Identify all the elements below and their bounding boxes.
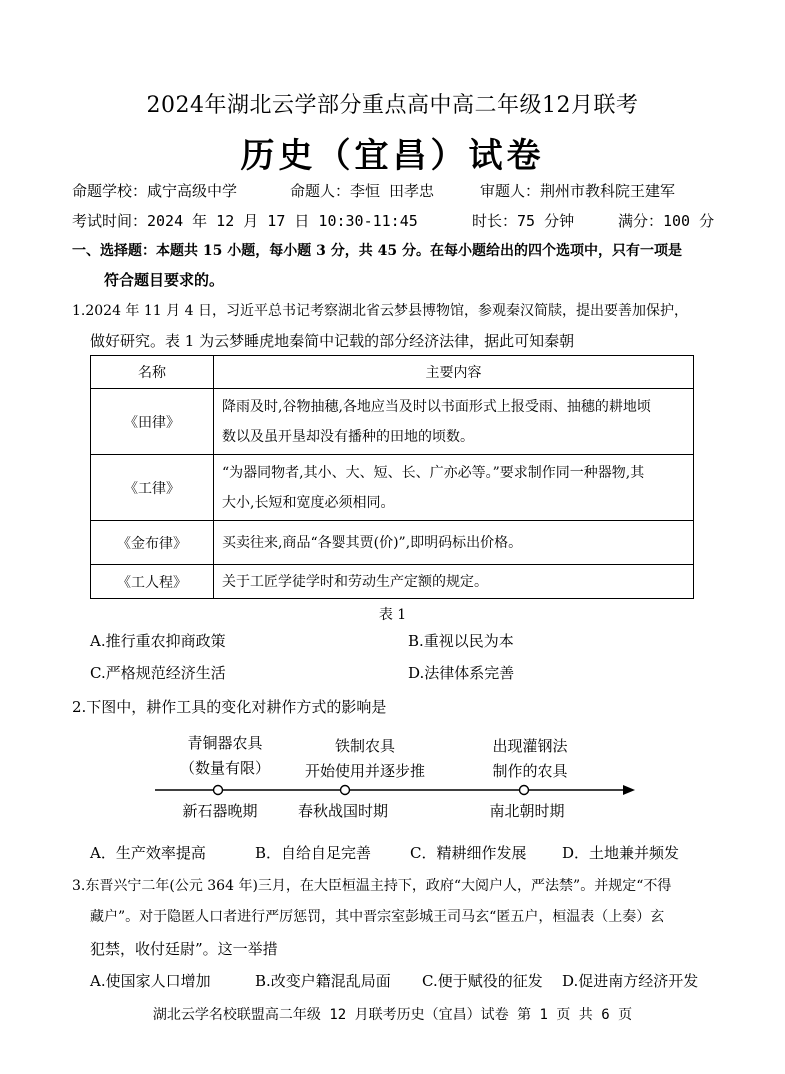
q3-stem-line3: 犯禁，收付廷尉”。这一举措 — [90, 940, 278, 958]
timeline-top-label: 铁制农具 开始使用并逐步推 — [304, 737, 425, 780]
q1-option-c[interactable]: C.严格规范经济生活 — [90, 664, 226, 682]
table-header-row — [91, 356, 694, 389]
exam-title: 2024年湖北云学部分重点高中高二年级12月联考 — [146, 93, 639, 118]
law-content: “为器同物者,其小、大、短、长、广亦必等。”要求制作同一种器物,其 大小,长短和宽度必须相同。 — [214, 455, 694, 521]
law-content: 买卖往来,商品“各婴其贾(价)”,即明码标出价格。 — [214, 521, 694, 565]
timeline-node — [520, 786, 529, 795]
table-header-name: 名称 — [91, 356, 214, 389]
timeline-node — [341, 786, 350, 795]
q2-option-b[interactable]: B．自给自足完善 — [255, 844, 372, 862]
meta-reviewer: 审题人：荆州市教科院王建军 — [480, 182, 676, 200]
economic-laws-table — [90, 355, 694, 599]
subject-title: 历史（宜昌）试卷 — [240, 136, 545, 176]
q3-option-d[interactable]: D.促进南方经济开发 — [562, 972, 699, 990]
table-row — [91, 521, 694, 565]
q2-stem: 2.下图中，耕作工具的变化对耕作方式的影响是 — [72, 698, 387, 716]
q1-option-d[interactable]: D.法律体系完善 — [408, 664, 515, 682]
section-instruction-line2: 符合题目要求的。 — [104, 271, 225, 289]
q1-stem-line2: 做好研究。表 1 为云梦睡虎地秦简中记载的部分经济法律，据此可知秦朝 — [90, 332, 575, 350]
meta-time: 考试时间：2024 年 12 月 17 日 10:30-11:45 — [72, 212, 418, 230]
timeline-node — [214, 786, 223, 795]
table-row — [91, 565, 694, 599]
table-caption: 表 1 — [378, 607, 407, 623]
meta-setter: 命题人：李恒 田孝忠 — [290, 182, 435, 200]
q3-stem-line2: 藏户”。对于隐匿人口者进行严厉惩罚，其中晋宗室彭城王司马玄“匿五户，桓温表（上奏）玄 — [90, 909, 665, 925]
law-content: 关于工匠学徒学时和劳动生产定额的规定。 — [214, 565, 694, 599]
table-row — [91, 455, 694, 521]
timeline-bottom-label: 新石器晚期 — [182, 802, 258, 820]
law-content: 降雨及时,谷物抽穗,各地应当及时以书面形式上报受雨、抽穗的耕地顷 数以及虽开垦却没有播种的田地的顷数。 — [214, 389, 694, 455]
timeline-bottom-label: 春秋战国时期 — [297, 802, 388, 820]
q3-stem-line1: 3.东晋兴宁二年(公元 364 年)三月，在大臣桓温主持下，政府“大阅户人，严法禁”。并规定“不得 — [72, 878, 672, 894]
section-instruction-line1: 一、选择题：本题共 15 小题，每小题 3 分，共 45 分。在每小题给出的四个选项中，只有一项是 — [72, 243, 682, 259]
page-footer: 湖北云学名校联盟高二年级 12 月联考历史（宜昌）试卷 第 1 页 共 6 页 — [152, 1007, 633, 1023]
law-name: 《金布律》 — [91, 521, 214, 565]
q3-option-b[interactable]: B.改变户籍混乱局面 — [255, 972, 391, 990]
q3-option-c[interactable]: C.便于赋役的征发 — [422, 972, 543, 990]
table-header-content: 主要内容 — [214, 356, 694, 389]
meta-school: 命题学校：咸宁高级中学 — [72, 182, 238, 200]
q1-option-b[interactable]: B.重视以民为本 — [408, 632, 514, 650]
q2-option-c[interactable]: C．精耕细作发展 — [410, 844, 527, 862]
q2-option-a[interactable]: A．生产效率提高 — [90, 844, 206, 862]
q2-option-d[interactable]: D．土地兼并频发 — [562, 844, 680, 862]
meta-score: 满分：100 分 — [618, 212, 715, 230]
timeline-top-label: 出现灌钢法 制作的农具 — [492, 737, 568, 780]
timeline-bottom-label: 南北朝时期 — [489, 802, 565, 820]
timeline-top-label: 青铜器农具 （数量有限） — [179, 734, 270, 777]
timeline-arrowhead — [623, 785, 635, 795]
law-name: 《工律》 — [91, 455, 214, 521]
q1-option-a[interactable]: A.推行重农抑商政策 — [90, 632, 226, 650]
q1-stem-line1: 1.2024 年 11 月 4 日，习近平总书记考察湖北省云梦县博物馆，参观秦汉简牍，提出要善加保护， — [72, 303, 688, 319]
law-name: 《田律》 — [91, 389, 214, 455]
q3-option-a[interactable]: A.使国家人口增加 — [90, 972, 211, 990]
law-name: 《工人程》 — [91, 565, 214, 599]
table-row — [91, 389, 694, 455]
meta-duration: 时长：75 分钟 — [472, 212, 575, 230]
timeline-arrow — [140, 728, 640, 808]
